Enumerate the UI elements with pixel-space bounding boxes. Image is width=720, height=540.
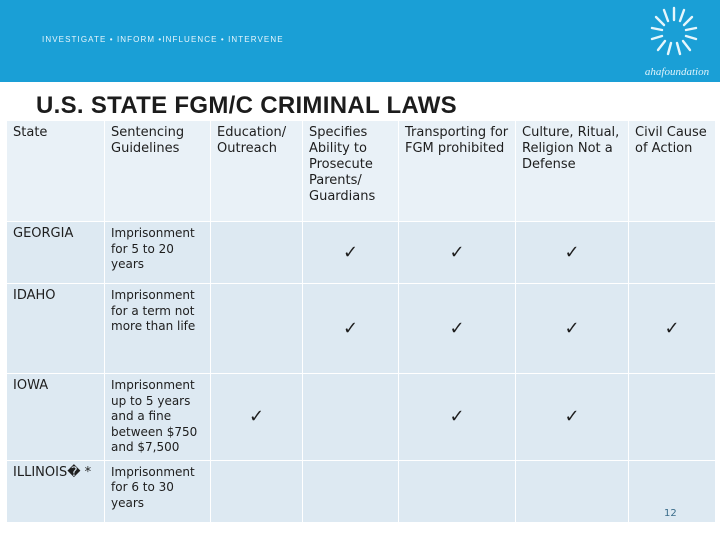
sentencing-cell: Imprisonment for 5 to 20 years (105, 222, 211, 284)
sentencing-cell: Imprisonment for a term not more than life (105, 284, 211, 374)
check-cell (303, 222, 399, 284)
logo-text: ahafoundation (644, 66, 710, 78)
check-cell (516, 222, 629, 284)
checkmark-icon: ✓ (449, 317, 465, 339)
state-cell: ILLINOIS� * (7, 460, 105, 522)
checkmark-icon: ✓ (664, 317, 680, 339)
checkmark-icon: ✓ (564, 405, 580, 427)
check-cell (629, 374, 716, 461)
check-cell (211, 222, 303, 284)
column-header: Civil Cause of Action (629, 121, 716, 222)
check-cell (399, 374, 516, 461)
check-cell (516, 284, 629, 374)
state-cell: IOWA (7, 374, 105, 461)
table-row (7, 374, 716, 461)
checkmark-icon: ✓ (342, 317, 359, 339)
table-row (7, 222, 716, 284)
state-cell: IDAHO (7, 284, 105, 374)
page-number: 12 (664, 508, 677, 519)
table-row (7, 460, 716, 522)
column-header: State (7, 121, 105, 222)
foundation-logo (642, 4, 712, 80)
column-header: Specifies Ability to Prosecute Parents/ Guardians (303, 121, 399, 222)
table-header-row (7, 121, 716, 222)
checkmark-icon: ✓ (449, 405, 465, 427)
sunburst-logo-icon (642, 4, 712, 64)
check-cell (211, 460, 303, 522)
column-header: Culture, Ritual, Religion Not a Defense (516, 121, 629, 222)
check-cell (629, 284, 716, 374)
table-row (7, 284, 716, 374)
sentencing-cell: Imprisonment up to 5 years and a fine between $750 and $7,500 (105, 374, 211, 461)
check-cell (303, 284, 399, 374)
checkmark-icon: ✓ (449, 241, 465, 263)
tagline: INVESTIGATE • INFORM •INFLUENCE • INTERVENE (42, 35, 284, 44)
check-cell (303, 460, 399, 522)
checkmark-icon: ✓ (564, 317, 580, 339)
check-cell (516, 460, 629, 522)
checkmark-icon: ✓ (564, 241, 580, 263)
column-header: Sentencing Guidelines (105, 121, 211, 222)
check-cell (303, 374, 399, 461)
checkmark-icon: ✓ (342, 241, 359, 263)
state-laws-table (6, 120, 716, 523)
check-cell (399, 284, 516, 374)
page-title: U.S. STATE FGM/C CRIMINAL LAWS (36, 92, 457, 119)
state-cell: GEORGIA (7, 222, 105, 284)
header-banner (0, 0, 720, 82)
checkmark-icon: ✓ (248, 405, 265, 427)
sentencing-cell: Imprisonment for 6 to 30 years (105, 460, 211, 522)
check-cell (399, 222, 516, 284)
check-cell (211, 374, 303, 461)
check-cell (629, 222, 716, 284)
column-header: Transporting for FGM prohibited (399, 121, 516, 222)
check-cell (211, 284, 303, 374)
check-cell (399, 460, 516, 522)
column-header: Education/ Outreach (211, 121, 303, 222)
check-cell (516, 374, 629, 461)
